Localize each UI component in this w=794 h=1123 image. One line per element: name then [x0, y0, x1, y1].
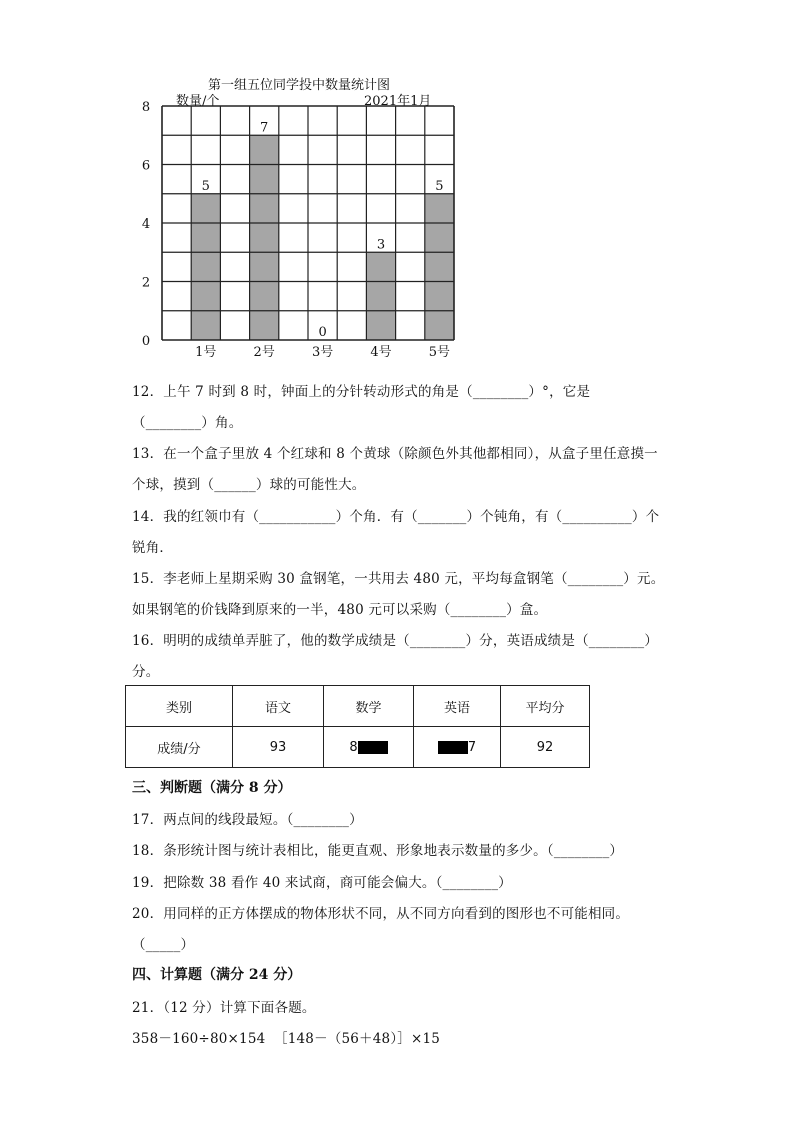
question-15-line2: 如果钢笔的价钱降到原来的一半，480 元可以采购（________）盒。 [132, 602, 548, 618]
question-21: 21．（12 分）计算下面各题。 [132, 1000, 316, 1016]
bar-value-label: 5 [201, 178, 210, 194]
question-18: 18．条形统计图与统计表相比，能更直观、形象地表示数量的多少。（________） [132, 843, 624, 859]
x-tick-label: 2号 [253, 345, 275, 360]
x-tick-label: 5号 [428, 345, 451, 360]
bar-chart [0, 0, 794, 380]
bar-value-label: 3 [376, 237, 386, 253]
question-17: 17．两点间的线段最短。（________） [132, 812, 363, 828]
x-tick-label: 1号 [195, 345, 217, 360]
x-tick-label: 4号 [370, 345, 392, 360]
chart-title: 第一组五位同学投中数量统计图 [208, 78, 391, 93]
section-4-title: 四、计算题（满分 24 分） [132, 967, 302, 983]
table-header-cell: 数学 [324, 686, 414, 727]
question-13-line1: 13．在一个盒子里放 4 个红球和 8 个黄球（除颜色外其他都相同），从盒子里任意摸一 [132, 446, 658, 462]
table-row [126, 727, 590, 768]
table-header-cell: 英语 [414, 686, 501, 727]
question-14-line2: 锐角． [132, 540, 174, 556]
bar [425, 194, 454, 340]
chinese-score: 93 [233, 727, 324, 768]
table-header-cell: 语文 [233, 686, 324, 727]
expression-1: 358－160÷80×154 [132, 1031, 266, 1047]
question-16-line2: 分。 [132, 664, 160, 680]
question-20-line2: （_____） [132, 937, 195, 953]
expression-2: ［148－（56＋48）］×15 [274, 1031, 441, 1047]
table-header-cell: 类别 [126, 686, 233, 727]
chart-y-axis-label: 数量/个 [176, 94, 220, 109]
row-label: 成绩/分 [126, 727, 233, 768]
bar-value-label: 0 [318, 325, 327, 340]
y-tick-label: 6 [141, 158, 151, 174]
x-tick-label: 3号 [311, 345, 334, 360]
english-score-cell [414, 727, 501, 768]
question-13-line2: 个球，摸到（______）球的可能性大。 [132, 477, 366, 493]
ink-blot [358, 741, 388, 754]
section-3-title: 三、判断题（满分 8 分） [132, 780, 292, 796]
math-score-visible-digit: 8 [349, 739, 358, 755]
bar-value-label: 5 [435, 178, 444, 194]
question-12-line2: （________）角。 [132, 415, 243, 431]
question-12-line1: 12．上午 7 时到 8 时，钟面上的分针转动形式的角是（________）°，它是 [132, 384, 591, 400]
question-16-line1: 16．明明的成绩单弄脏了，他的数学成绩是（________）分，英语成绩是（________） [132, 633, 659, 649]
y-tick-label: 4 [141, 217, 151, 232]
math-score-cell [324, 727, 414, 768]
question-15-line1: 15．李老师上星期采购 30 盒钢笔，一共用去 480 元，平均每盒钢笔（________）元。 [132, 571, 665, 587]
y-tick-label: 2 [141, 275, 151, 291]
table-header-cell: 平均分 [501, 686, 590, 727]
english-score-visible-digit: 7 [467, 739, 477, 755]
bar [191, 194, 220, 340]
chart-date-note: 2021年1月 [364, 94, 432, 109]
bar [366, 252, 395, 340]
y-tick-label: 8 [141, 100, 151, 115]
table-header-row [126, 686, 590, 727]
average-score: 92 [501, 727, 590, 768]
question-19: 19．把除数 38 看作 40 来试商，商可能会偏大。（________） [132, 875, 512, 891]
bar-value-label: 7 [260, 120, 269, 136]
score-table [125, 685, 590, 768]
bar [250, 135, 279, 340]
ink-blot [438, 741, 468, 754]
y-tick-label: 0 [141, 334, 151, 349]
question-14-line1: 14．我的红领巾有（___________）个角．有（_______）个钝角，有（__________）个 [132, 509, 660, 525]
question-20-line1: 20．用同样的正方体摆成的物体形状不同，从不同方向看到的图形也不可能相同。 [132, 906, 630, 922]
